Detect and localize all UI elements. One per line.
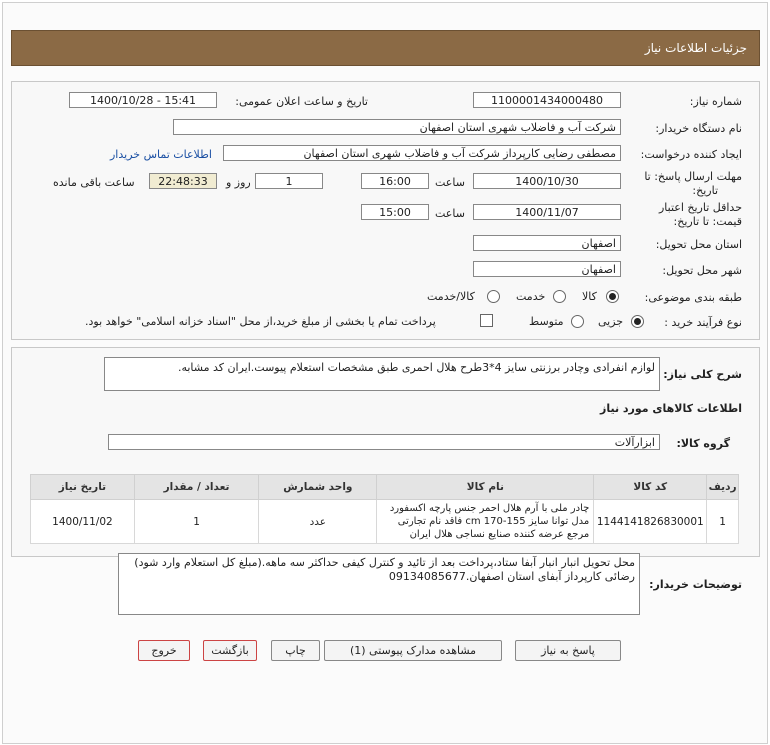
attachments-button[interactable]: مشاهده مدارک پیوستی (1)	[324, 640, 502, 661]
back-button[interactable]: بازگشت	[203, 640, 257, 661]
category-service-radio[interactable]	[553, 290, 566, 303]
validity-time-label: ساعت	[435, 207, 465, 220]
row-qty: 1	[134, 500, 258, 544]
announce-field: 1400/10/28 - 15:41	[69, 92, 217, 108]
col-qty: تعداد / مقدار	[134, 475, 258, 500]
days-word: روز و	[226, 176, 251, 189]
treasury-payment-note: پرداخت تمام یا بخشی از مبلغ خرید،از محل "اسناد خزانه اسلامی" خواهد بود.	[85, 315, 436, 328]
need-number-field: 1100001434000480	[473, 92, 621, 108]
process-medium-label: متوسط	[529, 315, 564, 328]
city-label: شهر محل تحویل:	[662, 264, 742, 277]
deadline-time-label: ساعت	[435, 176, 465, 189]
buyer-notes-label: توضیحات خریدار:	[649, 578, 742, 591]
validity-date-field: 1400/11/07	[473, 204, 621, 220]
deadline-label-2: تاریخ:	[692, 184, 718, 197]
page-title: جزئیات اطلاعات نیاز	[644, 41, 747, 55]
remaining-word: ساعت باقی مانده	[53, 176, 135, 189]
description-label: شرح کلی نیاز:	[663, 368, 742, 381]
goods-table-header	[31, 475, 739, 500]
reply-button[interactable]: پاسخ به نیاز	[515, 640, 621, 661]
process-minor-radio[interactable]	[631, 315, 644, 328]
validity-time-field: 15:00	[361, 204, 429, 220]
col-date: تاریخ نیاز	[31, 475, 135, 500]
need-number-label: شماره نیاز:	[689, 95, 742, 108]
category-goods-radio[interactable]	[606, 290, 619, 303]
process-label: نوع فرآیند خرید :	[664, 316, 742, 329]
category-service-label: خدمت	[516, 290, 546, 303]
creator-label: ایجاد کننده درخواست:	[640, 148, 742, 161]
validity-label: حداقل تاریخ اعتبار	[658, 201, 742, 214]
category-label: طبقه بندی موضوعی:	[644, 291, 742, 304]
province-label: استان محل تحویل:	[655, 238, 742, 251]
days-count-field: 1	[255, 173, 323, 189]
province-field: اصفهان	[473, 235, 621, 251]
print-button[interactable]: چاپ	[271, 640, 320, 661]
row-name: چادر ملی با آرم هلال احمر جنس پارچه اکسفورد مدل توانا سایز 155-170 cm فاقد نام تجارتی مرجع عرضه کننده صنایع نساجی هلال ایران	[377, 500, 594, 544]
buyer-notes-field: محل تحویل انبار انبار آبفا ستاد،پرداخت بعد از تائید و کنترل کیفی حداکثر سه ماهه.(مبلغ کل استعلام وارد شود) رضائی کارپرداز آبفای استان اصفهان.09134085677	[118, 553, 640, 615]
treasury-payment-checkbox[interactable]	[480, 314, 493, 327]
col-name: نام کالا	[377, 475, 594, 500]
category-goods-label: کالا	[582, 290, 597, 303]
remaining-time-field: 22:48:33	[149, 173, 217, 189]
page-header	[11, 30, 760, 66]
row-date: 1400/11/02	[31, 500, 135, 544]
city-field: اصفهان	[473, 261, 621, 277]
buyer-org-field: شرکت آب و فاضلاب شهری استان اصفهان	[173, 119, 621, 135]
col-unit: واحد شمارش	[259, 475, 377, 500]
goods-section-title: اطلاعات کالاهای مورد نیاز	[600, 402, 742, 415]
buyer-org-label: نام دستگاه خریدار:	[655, 122, 742, 135]
col-code: کد کالا	[594, 475, 707, 500]
exit-button[interactable]: خروج	[138, 640, 190, 661]
deadline-date-field: 1400/10/30	[473, 173, 621, 189]
row-index: 1	[707, 500, 739, 544]
deadline-time-field: 16:00	[361, 173, 429, 189]
description-field: لوازم انفرادی وچادر برزنتی سایز 4*3طرح هلال احمری طبق مشخصات استعلام پیوست.ایران کد مشابه.	[104, 357, 660, 391]
category-goods-service-radio[interactable]	[487, 290, 500, 303]
row-unit: عدد	[259, 500, 377, 544]
row-code: 1144141826830001	[594, 500, 707, 544]
goods-table	[30, 474, 739, 544]
creator-field: مصطفی رضایی کارپرداز شرکت آب و فاضلاب شهری استان اصفهان	[223, 145, 621, 161]
deadline-label: مهلت ارسال پاسخ: تا	[644, 170, 742, 183]
process-minor-label: جزیی	[598, 315, 624, 328]
col-index: ردیف	[707, 475, 739, 500]
category-goods-service-label: کالا/خدمت	[427, 290, 475, 303]
table-row	[31, 500, 739, 544]
validity-label-2: قیمت: تا تاریخ:	[673, 215, 742, 228]
goods-group-label: گروه کالا:	[676, 437, 730, 450]
announce-label: تاریخ و ساعت اعلان عمومی:	[235, 95, 368, 108]
process-medium-radio[interactable]	[571, 315, 584, 328]
goods-group-field: ابزارآلات	[108, 434, 660, 450]
buyer-contact-link[interactable]: اطلاعات تماس خریدار	[110, 148, 212, 161]
